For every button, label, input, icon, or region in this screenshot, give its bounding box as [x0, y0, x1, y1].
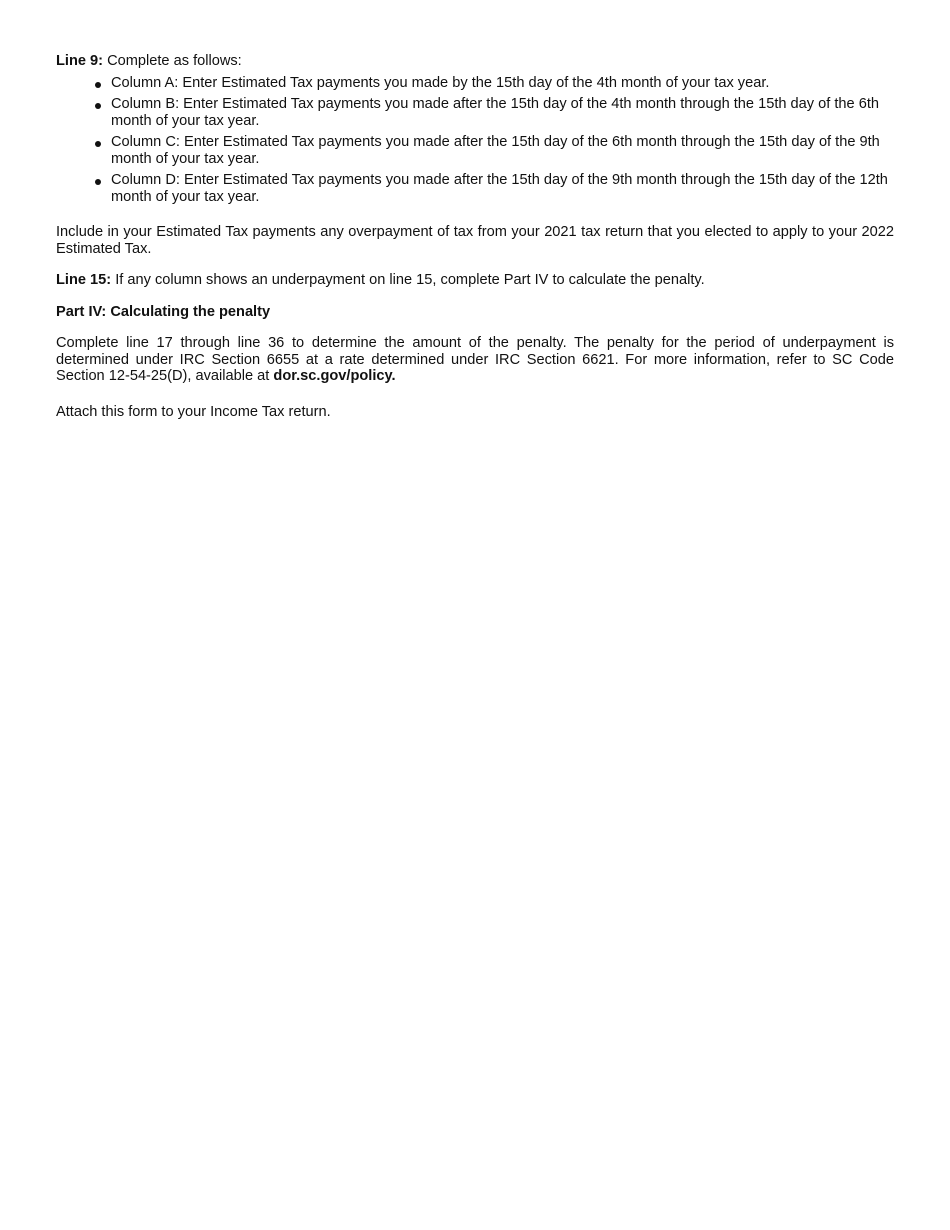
column-b-text: Column B: Enter Estimated Tax payments you made after the 15th day of the 4th month through the 15th day of the 6th month of your tax year. — [111, 96, 879, 129]
column-a-text: Column A: Enter Estimated Tax payments you made by the 15th day of the 4th month of your tax year. — [111, 74, 770, 91]
line15-text: If any column shows an underpayment on line 15, complete Part IV to calculate the penalty. — [111, 272, 705, 288]
bullet-icon — [95, 82, 101, 88]
column-d-text: Column D: Enter Estimated Tax payments you made after the 15th day of the 9th month through the 15th day of the 12th month of your tax year. — [111, 172, 888, 205]
line9-text: Complete as follows: — [103, 53, 242, 69]
list-item — [56, 96, 894, 129]
line9-intro — [56, 53, 894, 70]
bullet-icon — [95, 141, 101, 147]
column-c-text: Column C: Enter Estimated Tax payments you made after the 15th day of the 6th month through the 15th day of the 9th month of your tax year. — [111, 134, 880, 167]
attach-note: Attach this form to your Income Tax return. — [56, 403, 331, 420]
line9-label: Line 9: — [56, 53, 104, 69]
line15-label: Line 15: — [56, 272, 112, 288]
list-item — [56, 172, 894, 205]
overpayment-note: Include in your Estimated Tax payments any overpayment of tax from your 2021 tax return that you elected to apply to your 2022 Estimated Tax. — [56, 224, 894, 257]
part4-paragraph — [56, 335, 894, 385]
list-item — [56, 75, 894, 92]
instructions-page — [56, 53, 894, 420]
list-item — [56, 134, 894, 167]
part4-heading: Part IV: Calculating the penalty — [56, 303, 271, 320]
part4-text: Complete line 17 through line 36 to determine the amount of the penalty. The penalty for the period of underpayment is determined under IRC Section 6655 at a rate determined under IRC Section 6621. For more information, refer to SC Code Section 12-54-25(D), available at — [56, 335, 894, 384]
bullet-icon — [95, 179, 101, 185]
column-list — [56, 75, 894, 206]
bullet-icon — [95, 103, 101, 109]
line15-paragraph — [56, 272, 894, 289]
policy-link[interactable]: dor.sc.gov/policy. — [273, 368, 396, 384]
